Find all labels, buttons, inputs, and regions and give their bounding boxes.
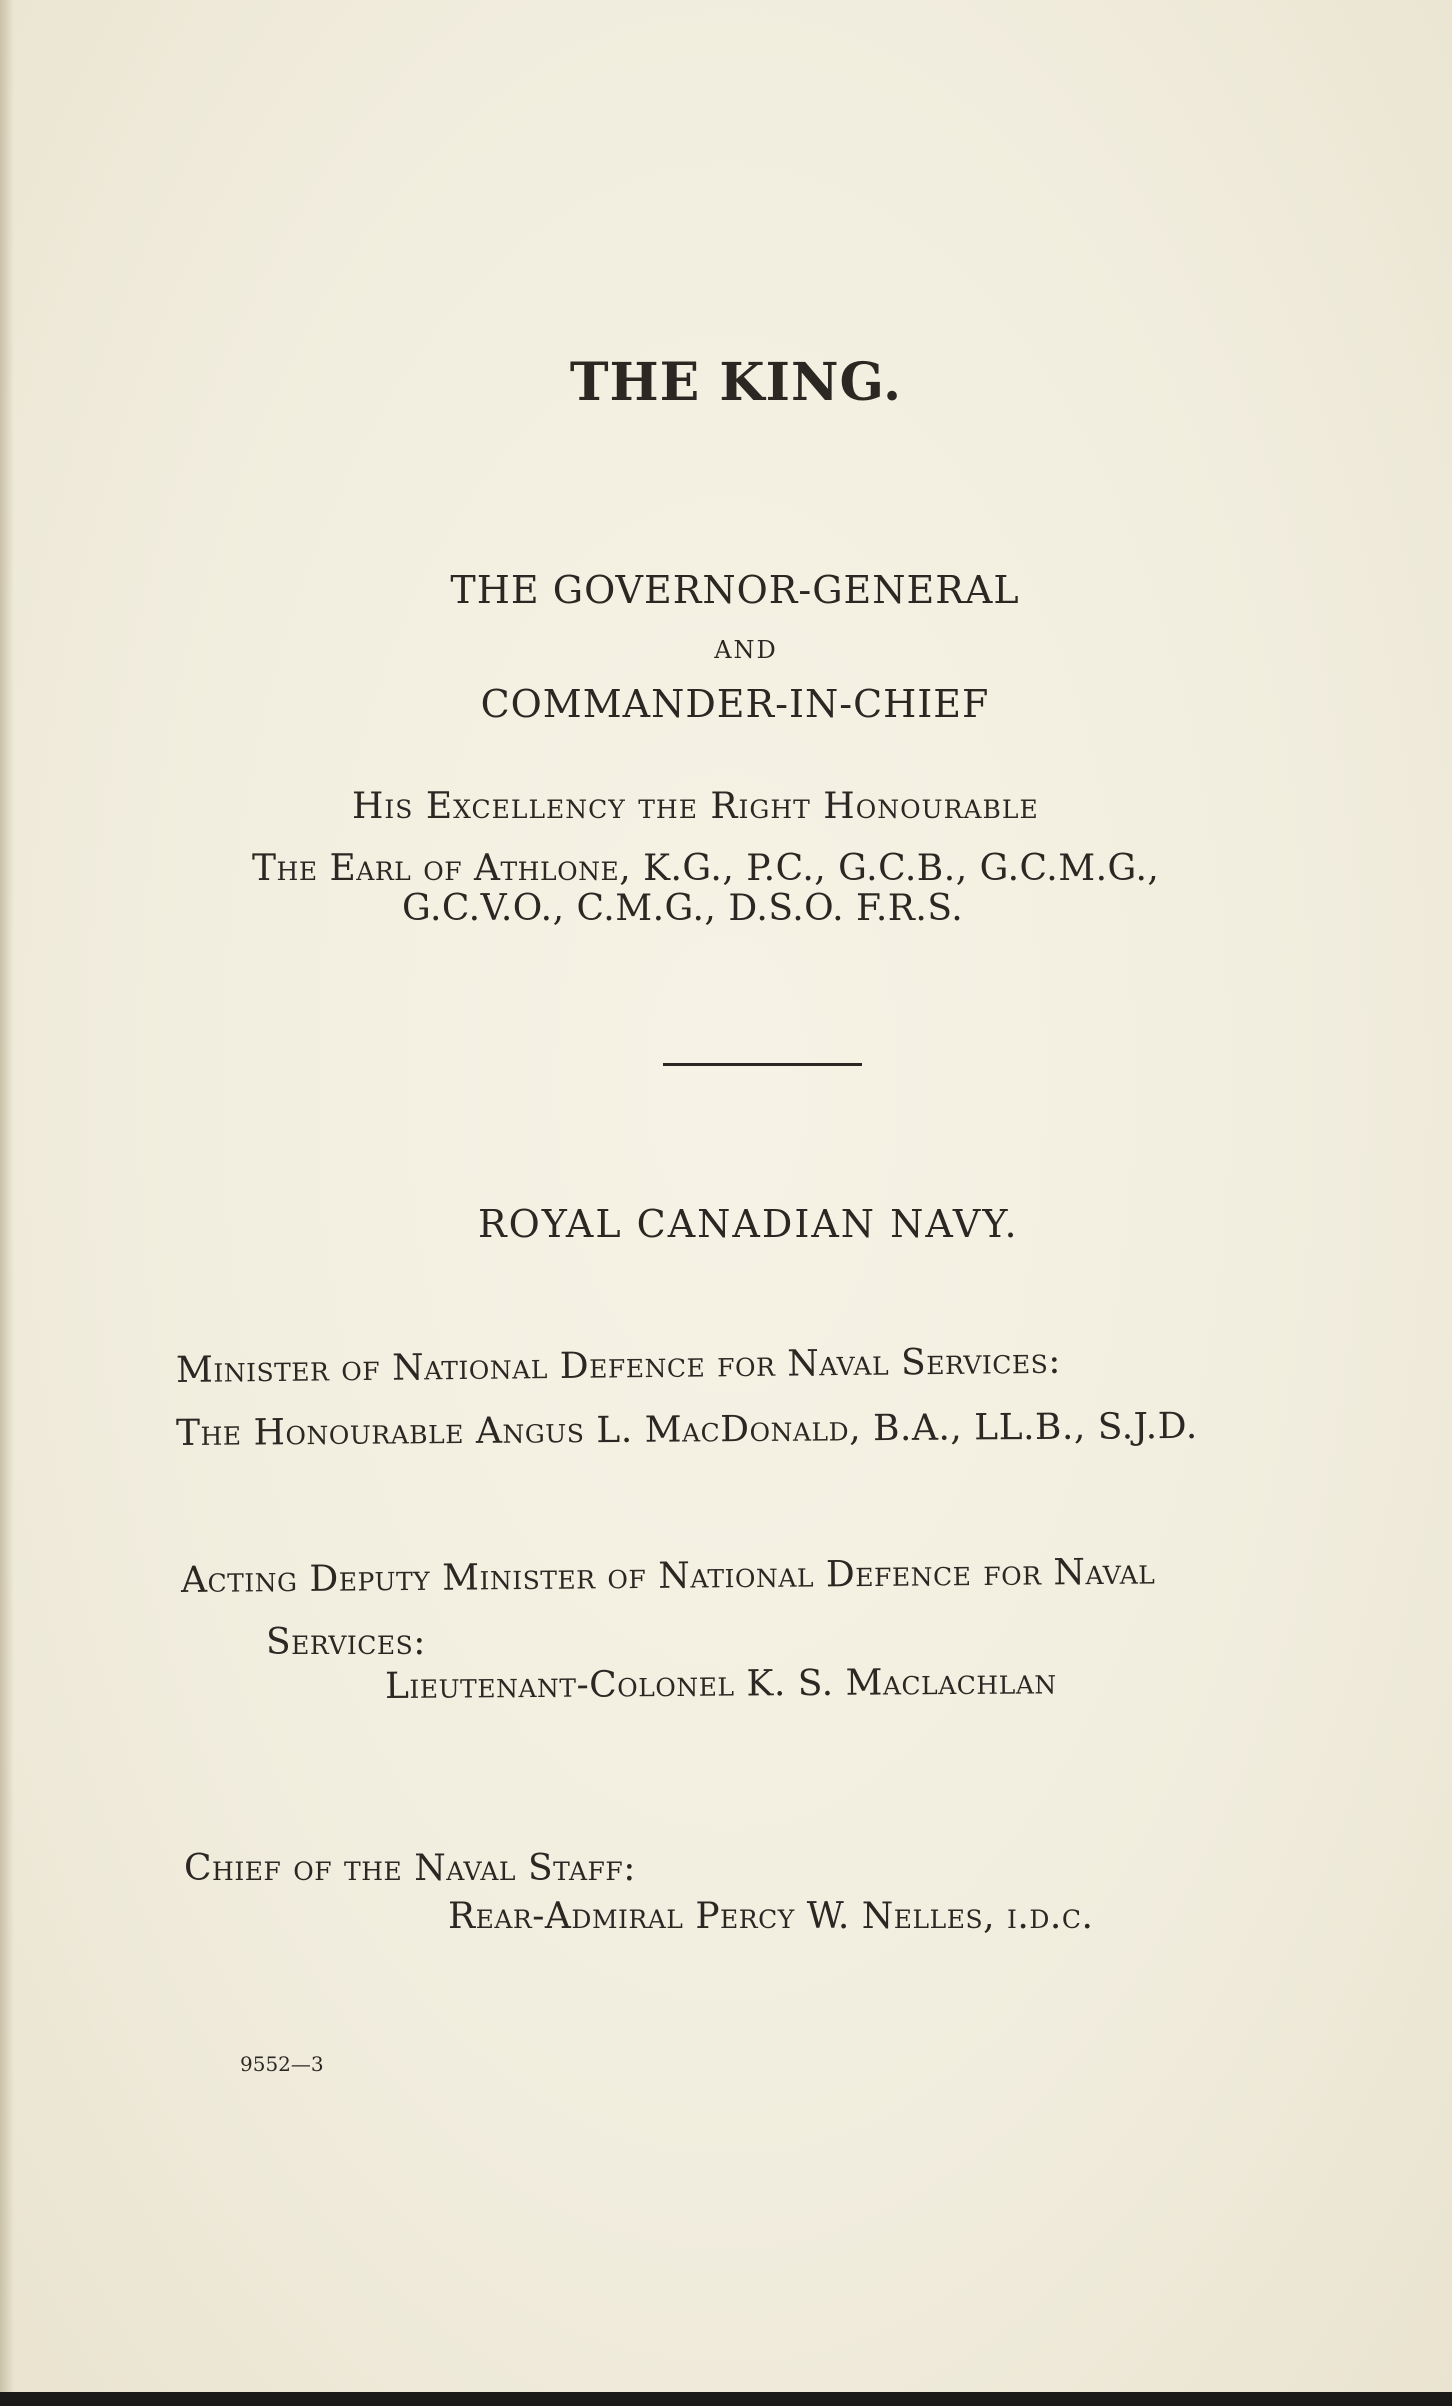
governor-general-and: AND [714,636,778,664]
commander-in-chief-heading: COMMANDER-IN-CHIEF [480,682,990,726]
deputy-minister-label-line-1: Acting Deputy Minister of National Defence for Naval [180,1551,1156,1601]
governor-general-heading: THE GOVERNOR-GENERAL [450,568,1020,612]
minister-label: Minister of National Defence for Naval Services: [175,1340,1062,1391]
governor-general-name-line-3: G.C.V.O., C.M.G., D.S.O. F.R.S. [402,888,964,929]
section-divider [663,1063,862,1066]
minister-name: The Honourable Angus L. MacDonald, B.A., LL.B., S.J.D. [175,1405,1198,1454]
deputy-minister-label-line-2: Services: [266,1622,426,1663]
chief-naval-staff-name: Rear-Admiral Percy W. Nelles, i.d.c. [448,1896,1094,1937]
governor-general-name-line-2: The Earl of Athlone, K.G., P.C., G.C.B., G.C.M.G., [252,848,1160,889]
page-bottom-edge [0,2392,1452,2406]
governor-general-name-line-1: His Excellency the Right Honourable [352,786,1039,827]
page-title: THE KING. [569,352,903,413]
chief-naval-staff-label: Chief of the Naval Staff: [184,1848,636,1889]
deputy-minister-name: Lieutenant-Colonel K. S. Maclachlan [384,1661,1057,1707]
section-heading: ROYAL CANADIAN NAVY. [478,1202,1019,1246]
reference-number: 9552—3 [240,2052,324,2076]
